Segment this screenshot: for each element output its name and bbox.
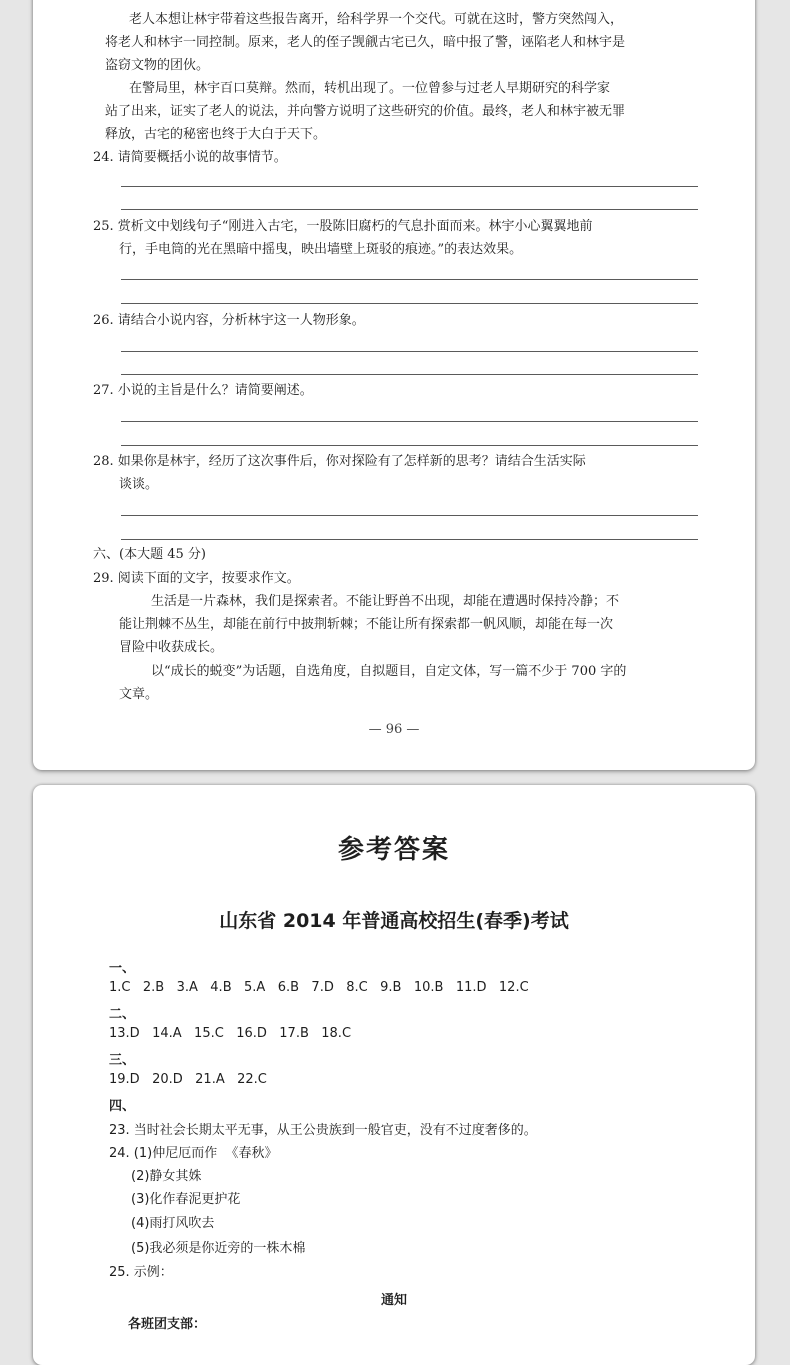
notice-recipient: 各班团支部： [128, 1317, 207, 1332]
question-29: 29. 阅读下面的文字，按要求作文。 [93, 571, 300, 586]
exam-page-96 [33, 0, 755, 770]
answer-24-4: (4)雨打风吹去 [131, 1216, 215, 1231]
answer-line [121, 186, 698, 187]
section-2-label: 二、 [109, 1007, 136, 1022]
answer-24-3: (3)化作春泥更护花 [131, 1192, 241, 1207]
answer-line [121, 279, 698, 280]
answer-24-5: (5)我必须是你近旁的一株木棉 [131, 1241, 306, 1256]
question-24: 24. 请简要概括小说的故事情节。 [93, 150, 287, 165]
answer-line [121, 515, 698, 516]
question-28-line-2: 谈谈。 [119, 477, 159, 492]
answer-line [121, 539, 698, 540]
answer-key-page [33, 785, 755, 1365]
section-4-label: 四、 [109, 1099, 136, 1114]
prompt-line-2: 能让荆棘不丛生，却能在前行中披荆斩棘；不能让所有探索都一帆风顺，却能在每一次 [119, 617, 614, 632]
section-1-label: 一、 [109, 961, 136, 976]
answer-line [121, 209, 698, 210]
question-25-line-1: 25. 赏析文中划线句子“刚进入古宅，一股陈旧腐朽的气息扑面而来。林宇小心翼翼地前 [93, 219, 593, 234]
story-line-6: 释放，古宅的秘密也终于大白于天下。 [105, 127, 327, 142]
page-number: — 96 — [368, 722, 420, 737]
prompt-line-3: 冒险中收获成长。 [119, 640, 224, 655]
question-26: 26. 请结合小说内容，分析林宇这一人物形象。 [93, 313, 365, 328]
story-line-2: 将老人和林宇一同控制。原来，老人的侄子觊觎古宅已久，暗中报了警，诬陷老人和林宇是 [105, 35, 626, 50]
answer-key-heading: 参考答案 [337, 835, 450, 865]
answer-line [121, 351, 698, 352]
question-25-line-2: 行，手电筒的光在黑暗中摇曳，映出墙壁上斑驳的痕迹。”的表达效果。 [119, 242, 523, 257]
answer-line [121, 445, 698, 446]
question-27: 27. 小说的主旨是什么？请简要阐述。 [93, 383, 313, 398]
answer-line [121, 421, 698, 422]
exam-title: 山东省 2014 年普通高校招生(春季)考试 [219, 910, 569, 932]
answer-25: 25. 示例： [109, 1265, 173, 1280]
answer-24-1: 24. (1)仲尼厄而作 《春秋》 [109, 1146, 278, 1161]
answer-line [121, 303, 698, 304]
answer-24-2: (2)静女其姝 [131, 1169, 202, 1184]
story-line-3: 盗窃文物的团伙。 [105, 58, 210, 73]
task-line-2: 文章。 [119, 687, 159, 702]
answers-row-2: 13.D 14.A 15.C 16.D 17.B 18.C [109, 1026, 352, 1041]
question-28-line-1: 28. 如果你是林宇，经历了这次事件后，你对探险有了怎样新的思考？请结合生活实际 [93, 454, 586, 469]
answers-row-1: 1.C 2.B 3.A 4.B 5.A 6.B 7.D 8.C 9.B 10.B 11.D 12.C [109, 980, 529, 995]
section-6-heading: 六、(本大题 45 分) [93, 547, 206, 562]
section-3-label: 三、 [109, 1053, 136, 1068]
answer-line [121, 374, 698, 375]
answer-23: 23. 当时社会长期太平无事，从王公贵族到一般官吏，没有不过度奢侈的。 [109, 1123, 537, 1138]
story-line-4: 在警局里，林宇百口莫辩。然而，转机出现了。一位曾参与过老人早期研究的科学家 [129, 81, 611, 96]
story-line-1: 老人本想让林宇带着这些报告离开，给科学界一个交代。可就在这时，警方突然闯入， [129, 12, 624, 27]
task-line-1: 以“成长的蜕变”为话题，自选角度，自拟题目，自定文体，写一篇不少于 700 字的 [151, 664, 627, 679]
answers-row-3: 19.D 20.D 21.A 22.C [109, 1072, 267, 1087]
prompt-line-1: 生活是一片森林，我们是探索者。不能让野兽不出现，却能在遭遇时保持冷静；不 [151, 594, 620, 609]
story-line-5: 站了出来，证实了老人的说法，并向警方说明了这些研究的价值。最终，老人和林宇被无罪 [105, 104, 626, 119]
notice-title: 通知 [380, 1293, 407, 1308]
